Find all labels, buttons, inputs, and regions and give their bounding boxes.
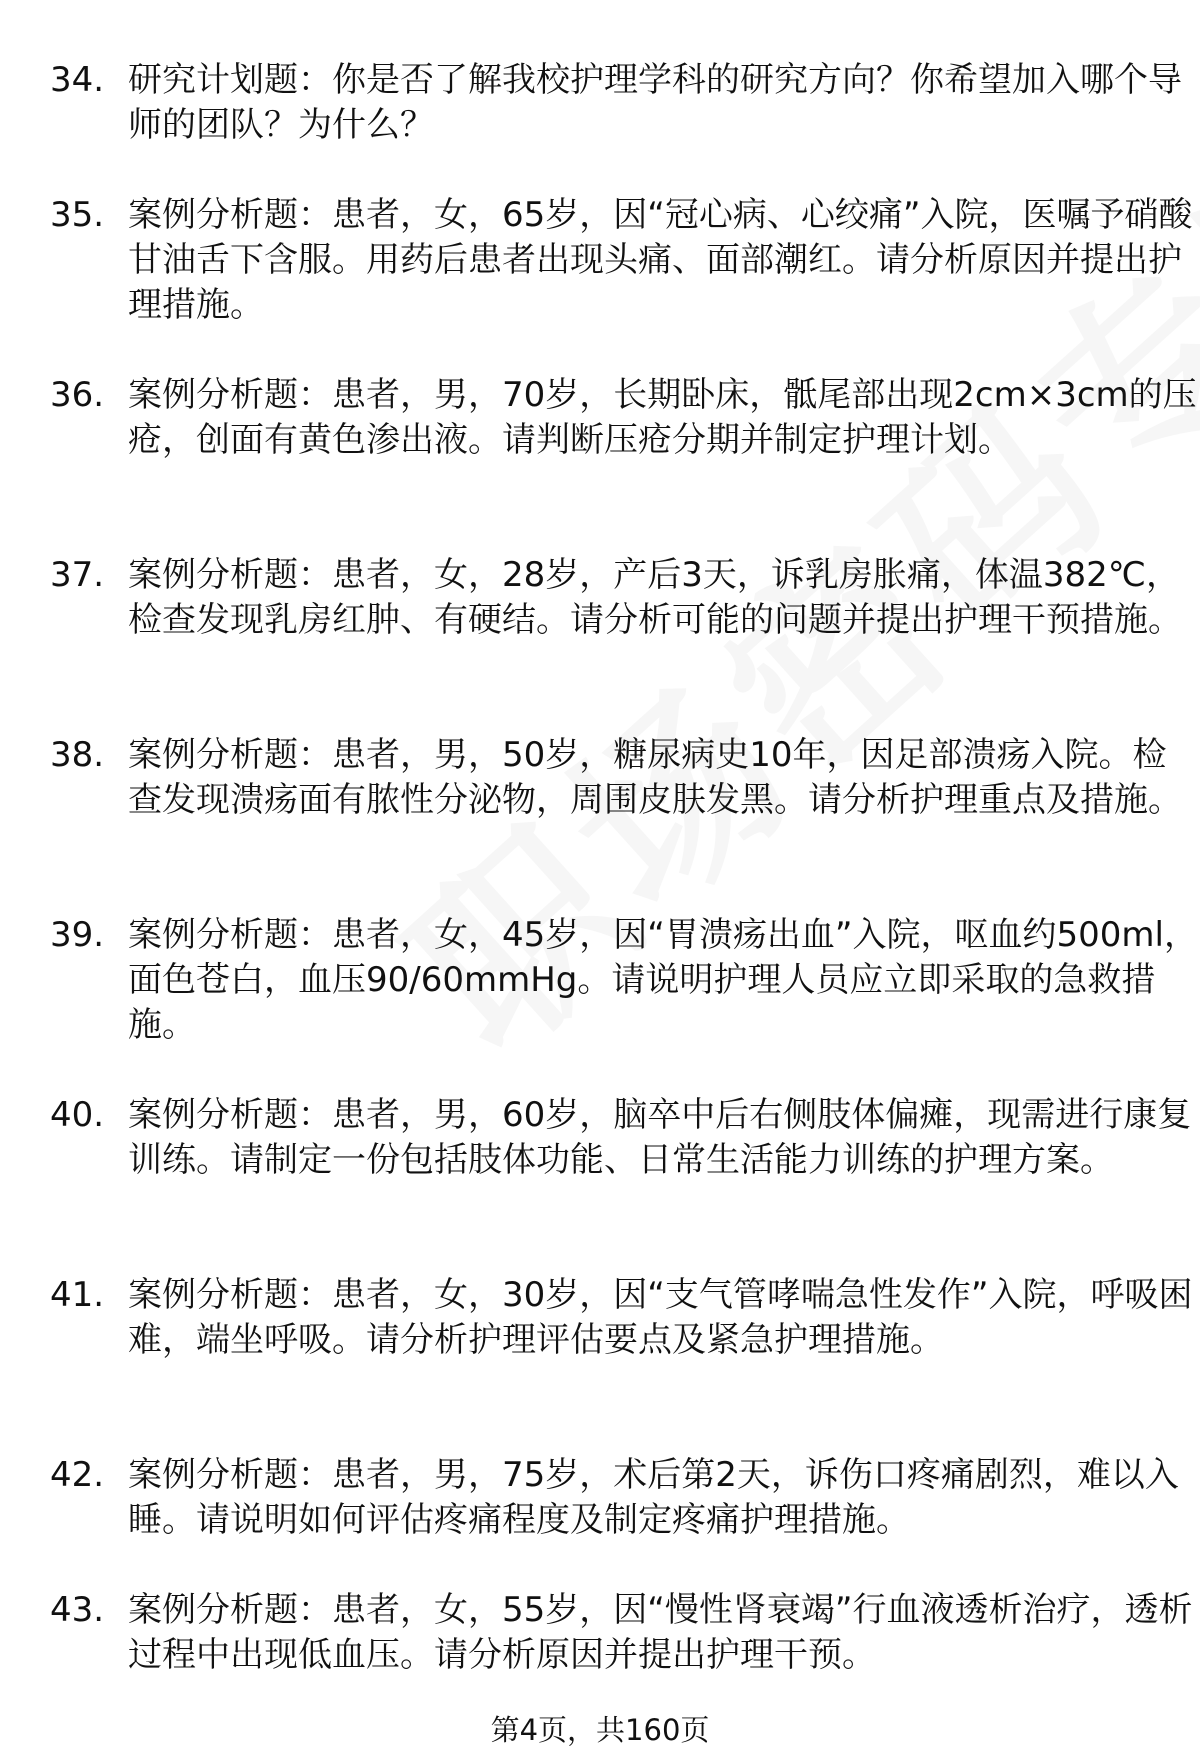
question-text: 研究计划题：你是否了解我校护理学科的研究方向？你希望加入哪个导师的团队？为什么？: [128, 60, 1182, 145]
question-number: 34.: [50, 60, 105, 100]
question-text: 案例分析题：患者，女，55岁，因“慢性肾衰竭”行血液透析治疗，透析过程中出现低血压。请分析原因并提出护理干预。: [128, 1590, 1193, 1675]
question-text: 案例分析题：患者，男，50岁，糖尿病史10年，因足部溃疡入院。检查发现溃疡面有脓性分泌物，周围皮肤发黑。请分析护理重点及措施。: [128, 735, 1182, 820]
page-footer: 第4页，共160页: [490, 1713, 710, 1747]
question-text: 案例分析题：患者，女，65岁，因“冠心病、心绞痛”入院，医嘱予硝酸甘油舌下含服。用药后患者出现头痛、面部潮红。请分析原因并提出护理措施。: [128, 195, 1193, 325]
question-text: 案例分析题：患者，男，70岁，长期卧床，骶尾部出现2cm×3cm的压疮，创面有黄色渗出液。请判断压疮分期并制定护理计划。: [128, 375, 1197, 460]
question-text: 案例分析题：患者，男，75岁，术后第2天，诉伤口疼痛剧烈，难以入睡。请说明如何评估疼痛程度及制定疼痛护理措施。: [128, 1455, 1179, 1540]
question-number: 35.: [50, 195, 105, 235]
question-number: 38.: [50, 735, 105, 775]
question-number: 41.: [50, 1275, 105, 1315]
question-text: 案例分析题：患者，女，45岁，因“胃溃疡出血”入院，呕血约500ml，面色苍白，血压90/60mmHg。请说明护理人员应立即采取的急救措施。: [128, 915, 1198, 1045]
question-number: 43.: [50, 1590, 105, 1630]
question-text: 案例分析题：患者，女，30岁，因“支气管哮喘急性发作”入院，呼吸困难，端坐呼吸。请分析护理评估要点及紧急护理措施。: [128, 1275, 1193, 1360]
question-number: 42.: [50, 1455, 105, 1495]
question-text: 案例分析题：患者，男，60岁，脑卒中后右侧肢体偏瘫，现需进行康复训练。请制定一份包括肢体功能、日常生活能力训练的护理方案。: [128, 1095, 1192, 1180]
question-number: 39.: [50, 915, 105, 955]
question-number: 37.: [50, 555, 105, 595]
question-number: 36.: [50, 375, 105, 415]
question-text: 案例分析题：患者，女，28岁，产后3天，诉乳房胀痛，体温382℃，检查发现乳房红肿、有硬结。请分析可能的问题并提出护理干预措施。: [128, 555, 1182, 640]
question-number: 40.: [50, 1095, 105, 1135]
